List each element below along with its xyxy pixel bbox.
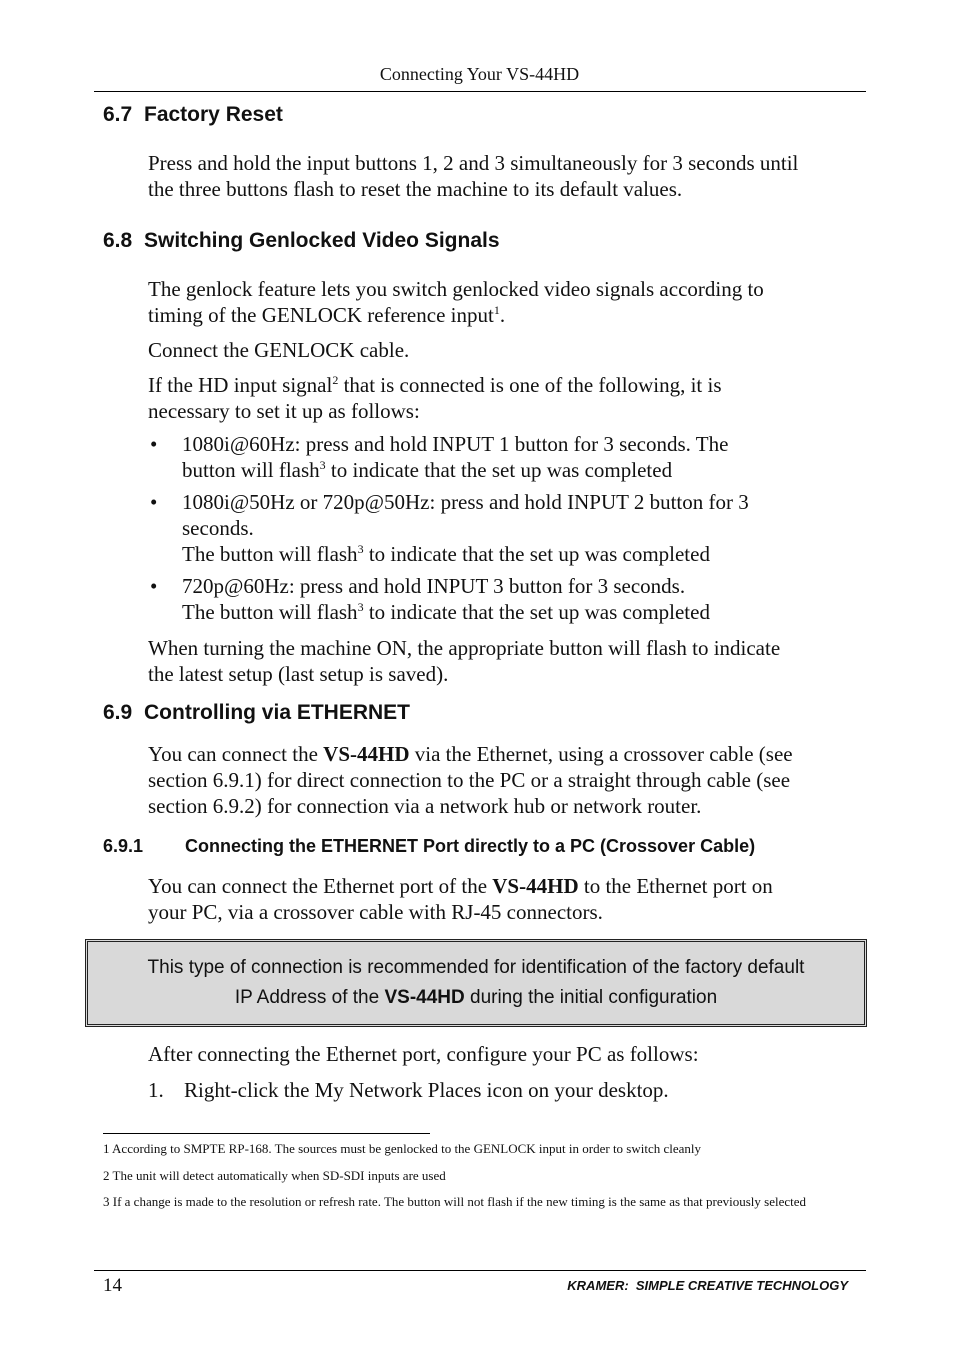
bullet-line	[182, 541, 862, 567]
bullet-marker: •	[150, 490, 158, 514]
note-box	[85, 939, 867, 1027]
line-text: The button will flash	[182, 542, 358, 566]
footnote-2: 2 The unit will detect automatically when SD-SDI inputs are used	[103, 1168, 446, 1183]
bullet-line: seconds.	[182, 516, 254, 540]
line-text: If the HD input signal	[148, 373, 333, 397]
after-connecting-paragraph: After connecting the Ethernet port, configure your PC as follows:	[148, 1042, 699, 1066]
paragraph-line	[148, 873, 860, 899]
product-name: VS-44HD	[384, 987, 465, 1008]
connect-cable-paragraph: Connect the GENLOCK cable.	[148, 338, 410, 362]
line-text: The button will flash	[182, 600, 358, 624]
line-text: to indicate that the set up was completed	[363, 600, 710, 624]
footer-rule	[94, 1270, 866, 1271]
footnote-3: 3 If a change is made to the resolution or refresh rate. The button will not flash if the new timing is the same as that previously selected	[103, 1194, 807, 1209]
paragraph-line: Press and hold the input buttons 1, 2 and 3 simultaneously for 3 seconds until	[148, 151, 799, 175]
section-heading-genlock	[103, 229, 500, 253]
line-text: via the Ethernet, using a crossover cable (see	[409, 742, 793, 766]
crossover-paragraph	[148, 873, 860, 925]
section-title: Factory Reset	[144, 103, 283, 126]
bullet-item	[182, 431, 862, 483]
bullet-line	[182, 457, 862, 483]
line-text: during the initial configuration	[464, 987, 718, 1008]
paragraph-line	[148, 302, 860, 328]
paragraph-line	[148, 741, 860, 767]
running-header: Connecting Your VS-44HD	[379, 64, 580, 84]
section-heading-ethernet	[103, 701, 410, 725]
footnote-rule	[103, 1133, 430, 1134]
step-text: Right-click the My Network Places icon on your desktop.	[184, 1078, 669, 1102]
step-number: 1.	[148, 1078, 164, 1102]
section-number: 6.9.1	[103, 836, 144, 856]
paragraph-line	[148, 372, 860, 398]
line-text: to indicate that the set up was completed	[325, 458, 673, 482]
ethernet-paragraph	[148, 741, 860, 819]
paragraph-line: necessary to set it up as follows:	[148, 399, 420, 423]
bullet-line	[182, 599, 862, 625]
footnote-ref: 3	[357, 600, 364, 614]
line-text: to indicate that the set up was completed	[363, 542, 710, 566]
section-title: Switching Genlocked Video Signals	[144, 229, 500, 252]
bullet-line: 720p@60Hz: press and hold INPUT 3 button for 3 seconds.	[182, 574, 686, 598]
product-name: VS-44HD	[492, 874, 579, 898]
product-name: VS-44HD	[323, 742, 410, 766]
section-number: 6.9	[103, 701, 133, 724]
footnote-ref: 2	[332, 373, 339, 387]
line-text: that is connected is one of the following, it is	[338, 373, 722, 397]
genlock-closing-paragraph	[148, 635, 860, 687]
bullet-marker: •	[150, 574, 158, 598]
footnote-ref: 3	[357, 542, 364, 556]
section-heading-factory-reset	[103, 103, 283, 127]
step-item	[148, 1077, 860, 1103]
factory-reset-paragraph	[148, 150, 860, 202]
line-text: to the Ethernet port on	[578, 874, 773, 898]
paragraph-line: the three buttons flash to reset the machine to its default values.	[148, 177, 683, 201]
footnote-ref: 3	[319, 458, 326, 472]
paragraph-line: section 6.9.2) for connection via a network hub or network router.	[148, 794, 702, 818]
bullet-line: 1080i@60Hz: press and hold INPUT 1 button for 3 seconds. The	[182, 432, 729, 456]
line-text: You can connect the	[148, 742, 324, 766]
bullet-item	[182, 573, 862, 625]
note-line: This type of connection is recommended for identification of the factory default	[147, 957, 805, 978]
header-rule	[94, 91, 866, 92]
page-number: 14	[103, 1275, 122, 1296]
subsection-heading-crossover	[103, 836, 755, 857]
paragraph-line: When turning the machine ON, the appropriate button will flash to indicate	[148, 636, 781, 660]
section-title: Connecting the ETHERNET Port directly to a PC (Crossover Cable)	[185, 836, 756, 856]
section-title: Controlling via ETHERNET	[144, 701, 411, 724]
note-line	[235, 983, 717, 1013]
paragraph-line: The genlock feature lets you switch genlocked video signals according to	[148, 277, 764, 301]
line-text: button will flash	[182, 458, 320, 482]
line-text: You can connect the Ethernet port of the	[148, 874, 493, 898]
hd-input-paragraph	[148, 372, 860, 424]
paragraph-line: your PC, via a crossover cable with RJ-45 connectors.	[148, 900, 603, 924]
footnote-1: 1 According to SMPTE RP-168. The sources must be genlocked to the GENLOCK input in order to switch cleanly	[103, 1141, 702, 1156]
genlock-intro-paragraph	[148, 276, 860, 328]
section-number: 6.7	[103, 103, 133, 126]
line-text: .	[499, 303, 506, 327]
footnote-ref: 1	[493, 303, 500, 317]
bullet-marker: •	[150, 432, 158, 456]
section-number: 6.8	[103, 229, 133, 252]
bullet-line: 1080i@50Hz or 720p@50Hz: press and hold INPUT 2 button for 3	[182, 490, 749, 514]
line-text: IP Address of the	[234, 987, 385, 1008]
paragraph-line: section 6.9.1) for direct connection to the PC or a straight through cable (see	[148, 768, 791, 792]
footer-brand: KRAMER: SIMPLE CREATIVE TECHNOLOGY	[567, 1278, 848, 1293]
line-text: timing of the GENLOCK reference input	[148, 303, 494, 327]
paragraph-line: the latest setup (last setup is saved).	[148, 662, 449, 686]
bullet-item	[182, 489, 862, 567]
